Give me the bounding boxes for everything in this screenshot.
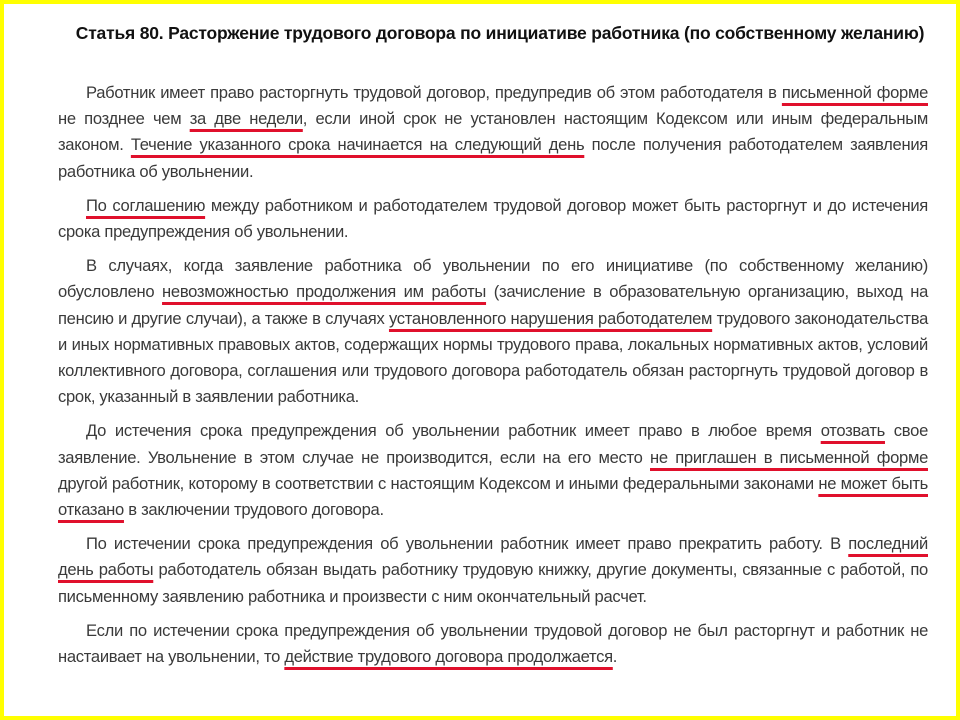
paragraph bbox=[58, 193, 928, 245]
paragraph bbox=[58, 618, 928, 670]
text-segment: после получения работодателем заявления работника об увольнении. bbox=[58, 135, 928, 181]
text-segment: трудового законодательства и иных нормативных правовых актов, содержащих нормы трудового права, локальных нормативных актов, условий коллективного договора, соглашения или трудового договора работодатель обязан расторгнуть трудовой договор в срок, указанный в заявлении работника. bbox=[58, 308, 928, 407]
text-segment: между работником и работодателем трудовой договор может быть расторгнут и до истечения срока предупреждения об увольнении. bbox=[58, 195, 928, 242]
text-segment: В случаях, когда заявление работника об увольнении по его инициативе (по собственному желанию) обусловлено bbox=[58, 256, 928, 302]
text-segment: в заключении трудового договора. bbox=[123, 500, 384, 520]
text-segment: (зачисление в образовательную организацию, выход на пенсию и другие случаи), а также в случаях bbox=[58, 282, 928, 328]
text-segment: , если иной срок не установлен настоящим Кодексом или иным федеральным законом. bbox=[58, 109, 928, 155]
text-segment: работодатель обязан выдать работнику трудовую книжку, другие документы, связанные с работой, по письменному заявлению работника и произвести с ним окончательный расчет. bbox=[58, 560, 928, 606]
paragraph bbox=[58, 253, 928, 410]
text-segment: другой работник, которому в соответствии с настоящим Кодексом и иными федеральными законами bbox=[58, 473, 819, 493]
paragraph bbox=[58, 531, 928, 610]
text-segment: свое заявление. Увольнение в этом случае не производится, если на его место bbox=[58, 421, 928, 467]
highlighted-phrase: установленного нарушения работодателем bbox=[388, 308, 713, 328]
paragraph bbox=[58, 418, 928, 523]
article-title: Статья 80. Расторжение трудового договора по инициативе работника (по собственному желанию) bbox=[75, 23, 925, 43]
highlighted-phrase: последний день работы bbox=[58, 534, 928, 580]
text-segment: До истечения срока предупреждения об увольнении работник имеет право в любое время bbox=[86, 421, 821, 441]
text-segment: не позднее чем bbox=[58, 109, 190, 129]
text-segment: По истечении срока предупреждения об увольнении работник имеет право прекратить работу. В bbox=[86, 534, 849, 554]
article-body bbox=[58, 80, 928, 678]
highlighted-phrase: за две недели bbox=[189, 109, 303, 129]
text-segment: Работник имеет право расторгнуть трудовой договор, предупредив об этом работодателя в bbox=[86, 83, 782, 102]
highlighted-phrase: не приглашен в письменной форме bbox=[650, 447, 928, 467]
highlighted-phrase: невозможностью продолжения им работы bbox=[162, 282, 487, 302]
highlighted-phrase: действие трудового договора продолжается bbox=[284, 647, 613, 667]
highlighted-phrase: не может быть отказано bbox=[58, 473, 928, 520]
highlighted-phrase: письменной форме bbox=[781, 83, 928, 102]
highlighted-phrase: Течение указанного срока начинается на следующий день bbox=[130, 135, 585, 155]
text-segment: Если по истечении срока предупреждения об увольнении трудовой договор не был расторгнут и работник не настаивает на увольнении, то bbox=[58, 620, 928, 667]
highlighted-phrase: отозвать bbox=[820, 421, 885, 441]
highlighted-phrase: По соглашению bbox=[86, 195, 206, 215]
paragraph bbox=[58, 80, 928, 185]
text-segment: . bbox=[612, 647, 618, 667]
